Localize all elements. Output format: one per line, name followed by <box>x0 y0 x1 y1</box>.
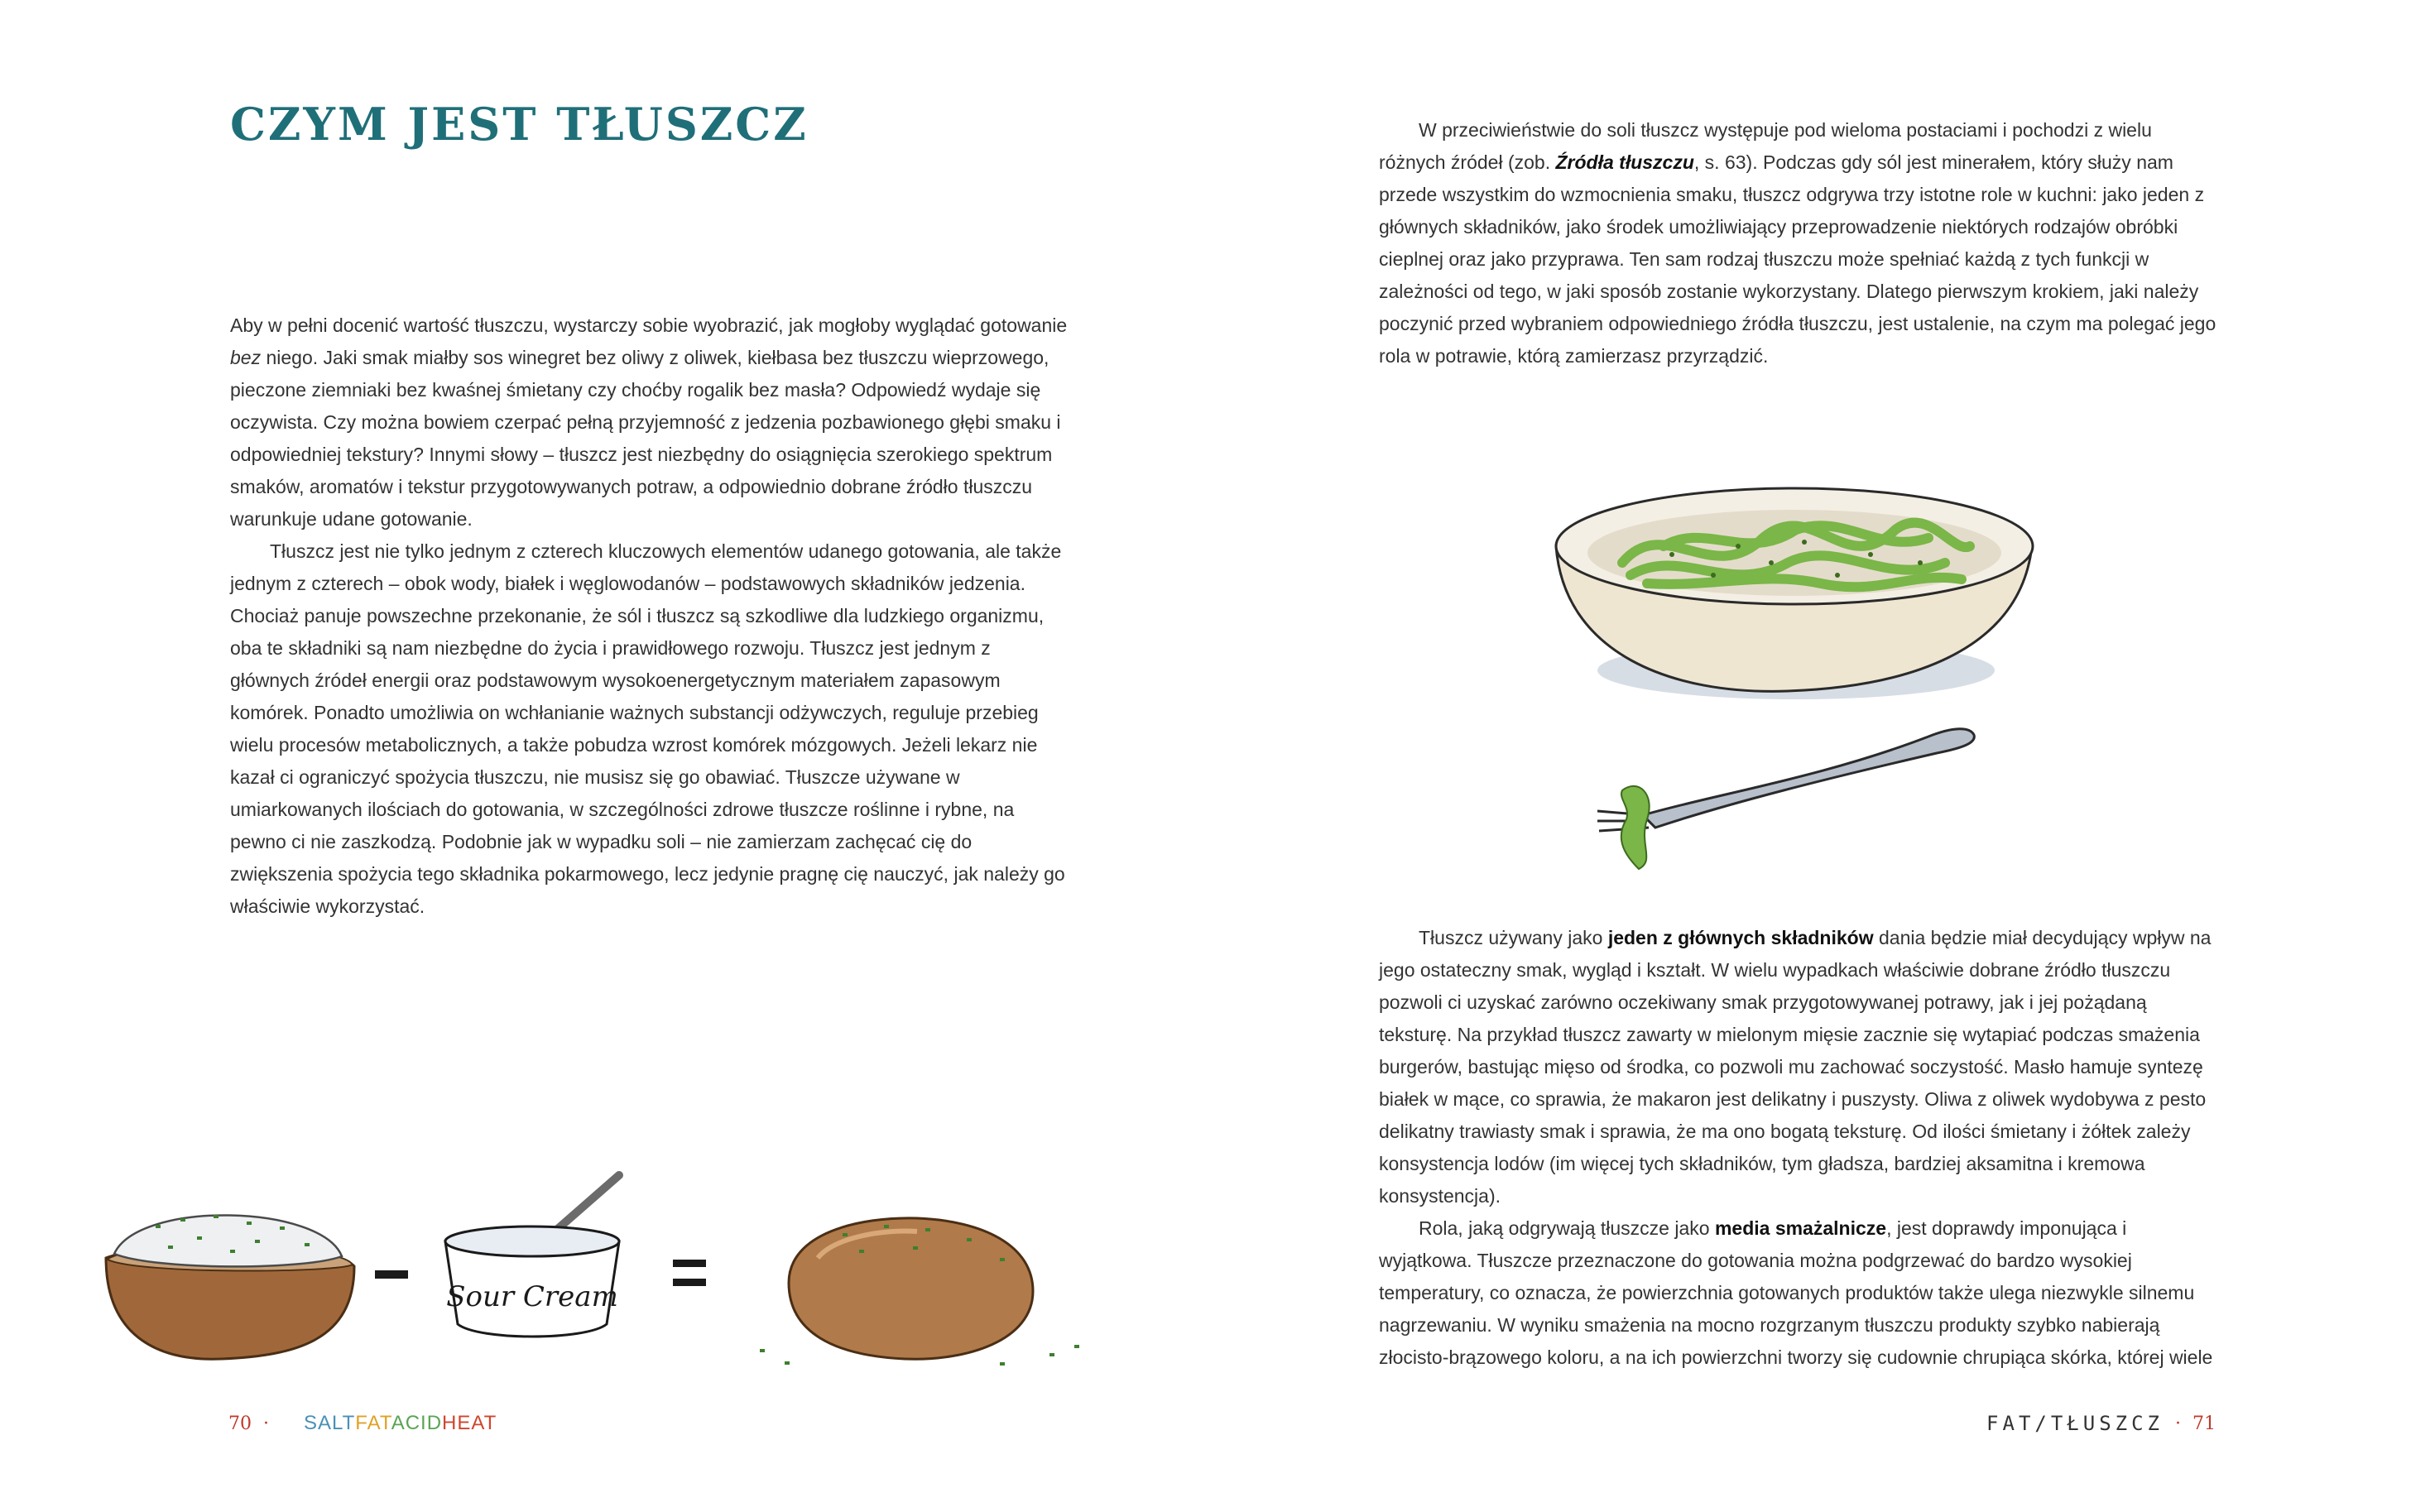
section-name: FAT/TŁUSZCZ <box>1986 1412 2164 1435</box>
left-folio <box>228 1412 497 1435</box>
left-body-text <box>230 310 1074 923</box>
potato-equation-illustration <box>89 1167 1099 1366</box>
page-number-right: 71 <box>2192 1413 2216 1434</box>
right-bottom-text <box>1379 922 2220 1374</box>
right-folio <box>1986 1412 2216 1435</box>
paragraph-4: Tłuszcz używany jako jeden z głównych składników dania będzie miał decydujący wpływ na jego ostateczny smak, wygląd i kształt. W wielu wypadkach właściwie dobrane źródło tłuszczu pozwoli ci uzyskać zarówno oczekiwany smak przygotowywanej potrawy, jak i jej pożądaną teksturę. Na przykład tłuszcz zawarty w mielonym mięsie zacznie się wytapiać podczas smażenia burgerów, bastując mięso od środka, co pozwoli mu zachować soczystość. Masło hamuje syntezę białek w mące, co sprawia, że makaron jest delikatny i puszysty. Oliwa z oliwek wydobywa z pesto delikatny trawiasty smak i sprawia, że ma ono bogatą teksturę. Od ilości śmietany i żółtek zależy konsystencja lodów (im więcej tych składników, tym gładsza, bardziej aksamitna i kremowa konsystencja). <box>1379 927 2212 1207</box>
loaded-potato-illustration <box>106 1215 354 1359</box>
chapter-title: CZYM JEST TŁUSZCZ <box>230 98 809 151</box>
fork-illustration <box>1597 729 1974 869</box>
pasta-bowl-illustration <box>1548 463 2044 877</box>
baked-potato-illustration <box>760 1218 1079 1366</box>
paragraph-5: Rola, jaką odgrywają tłuszcze jako media smażalnicze, jest doprawdy imponująca i wyjątkowa. Tłuszcze przeznaczone do gotowania można podgrzewać do bardzo wysokiej temperatury, co oznacza, że powierzchnia gotowanych produktów także ulega niezwykle silnemu nagrzewaniu. W wyniku smażenia na mocno rozgrzanym tłuszczu produkty szybko nabierają złocisto-brązowego koloru, a na ich powierzchni tworzy się cudownie chrupiąca skórka, której wiele <box>1379 1217 2213 1368</box>
sour-cream-label: Sour Cream <box>446 1280 618 1313</box>
folio-separator: · <box>2175 1413 2181 1434</box>
folio-separator: · <box>263 1413 269 1434</box>
paragraph-1: Aby w pełni docenić wartość tłuszczu, wystarczy sobie wyobrazić, jak mogłoby wyglądać gotowanie bez niego. Jaki smak miałby sos winegret bez oliwy z oliwek, kiełbasa bez tłuszczu wieprzowego, pieczone ziemniaki bez kwaśnej śmietany czy choćby rogalik bez masła? Odpowiedź wydaje się oczywista. Czy można bowiem czerpać pełną przyjemność z jedzenia pozbawionego głębi smaku i odpowiedniej tekstury? Innymi słowy – tłuszcz jest niezbędny do osiągnięcia szerokiego spektrum smaków, aromatów i tekstur przygotowywanych potraw, a odpowiednio dobrane źródło tłuszczu warunkuje udane gotowanie. <box>230 314 1068 530</box>
paragraph-3: W przeciwieństwie do soli tłuszcz występuje pod wieloma postaciami i pochodzi z wielu różnych źródeł (zob. Źródła tłuszczu, s. 63). Podczas gdy sól jest minerałem, który służy nam przede wszystkim do wzmocnienia smaku, tłuszcz odgrywa trzy istotne role w kuchni: jako jeden z głównych składników, jako środek umożliwiający przeprowadzenie niektórych rodzajów obróbki cieplnej oraz jako przyprawa. Ten sam rodzaj tłuszczu może spełniać każdą z tych funkcji w zależności od tego, w jaki sposób zostanie wykorzystany. Dlatego pierwszym krokiem, jaki należy poczynić przed wybraniem odpowiedniego źródła tłuszczu, jest ustalenie, na czym ma polegać jego rola w potrawie, którą zamierzasz przyrządzić. <box>1379 119 2216 367</box>
left-page <box>0 0 1205 1512</box>
minus-sign <box>375 1270 408 1279</box>
sour-cream-tub-illustration <box>445 1175 619 1337</box>
page-number-left: 70 <box>228 1413 252 1434</box>
paragraph-2: Tłuszcz jest nie tylko jednym z czterech kluczowych elementów udanego gotowania, ale także jednym z czterech – obok wody, białek i węglowodanów – podstawowych składników jedzenia. Chociaż panuje powszechne przekonanie, że sól i tłuszcz są szkodliwe dla ludzkiego organizmu, oba te składniki są nam niezbędne do życia i prawidłowego rozwoju. Tłuszcz jest jednym z głównych źródeł energii oraz podstawowym wysokoenergetycznym materiałem zapasowym komórek. Ponadto umożliwia on wchłanianie ważnych substancji odżywczych, reguluje przebieg wielu procesów metabolicznych, a także pobudza wzrost komórek mózgowych. Jeżeli lekarz nie kazał ci ograniczyć spożycia tłuszczu, nie musisz się go obawiać. Tłuszcze używane w umiarkowanych ilościach do gotowania, w szczególności zdrowe tłuszcze roślinne i rybne, na pewno ci nie zaszkodzą. Podobnie jak w wypadku soli – nie zamierzam zachęcać cię do zwiększenia spożycia tego składnika pokarmowego, lecz jedynie pragnę cię nauczyć, jak należy go właściwie wykorzystać. <box>230 540 1065 917</box>
equals-sign <box>673 1260 706 1286</box>
book-brand: SALTFATACIDHEAT <box>304 1412 497 1434</box>
right-top-text <box>1379 114 2220 372</box>
